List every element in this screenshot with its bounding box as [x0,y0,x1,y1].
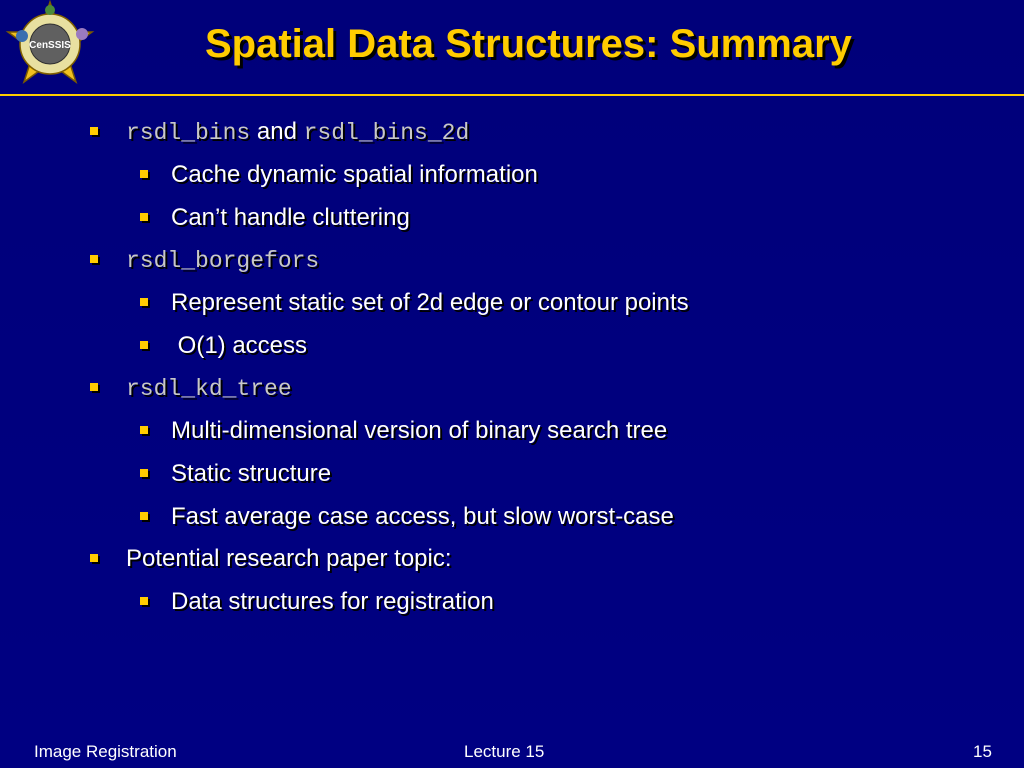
square-bullet-icon [140,170,148,178]
square-bullet-icon [140,469,148,477]
square-bullet-icon [90,554,98,562]
slide-title: Spatial Data Structures: Summary [205,22,852,66]
connector-text: and [256,118,297,145]
logo-dot-right [76,28,88,40]
square-bullet-icon [90,255,98,263]
square-bullet-icon [90,383,98,391]
footer-course: Image Registration [34,742,177,761]
censsis-logo [2,0,98,90]
bullet-text: Can’t handle cluttering [171,204,410,231]
square-bullet-icon [140,341,148,349]
bullet-text: Potential research paper topic: [126,545,452,572]
code-term: rsdl_kd_tree [126,376,292,402]
bullet-text: Represent static set of 2d edge or contour points [171,289,689,316]
bullet-text: Data structures for registration [171,588,494,615]
code-term: rsdl_borgefors [126,248,320,274]
title-divider [0,94,1024,96]
square-bullet-icon [90,127,98,135]
logo-dot-left [16,30,28,42]
square-bullet-icon [140,213,148,221]
logo-dot-top [45,5,55,15]
code-term: rsdl_bins [126,120,251,146]
bullet-text: Fast average case access, but slow worst-case [171,503,674,530]
square-bullet-icon [140,597,148,605]
code-term: rsdl_bins_2d [303,120,470,146]
bullet-text: Multi-dimensional version of binary search tree [171,417,668,444]
square-bullet-icon [140,426,148,434]
bullet-text: O(1) access [171,332,308,359]
square-bullet-icon [140,512,148,520]
footer-page-number: 15 [973,742,992,761]
footer-lecture: Lecture 15 [464,742,545,761]
logo-text: CenSSIS [29,40,71,51]
bullet-text: Cache dynamic spatial information [171,161,538,188]
square-bullet-icon [140,298,148,306]
bullet-text: Static structure [171,460,332,487]
